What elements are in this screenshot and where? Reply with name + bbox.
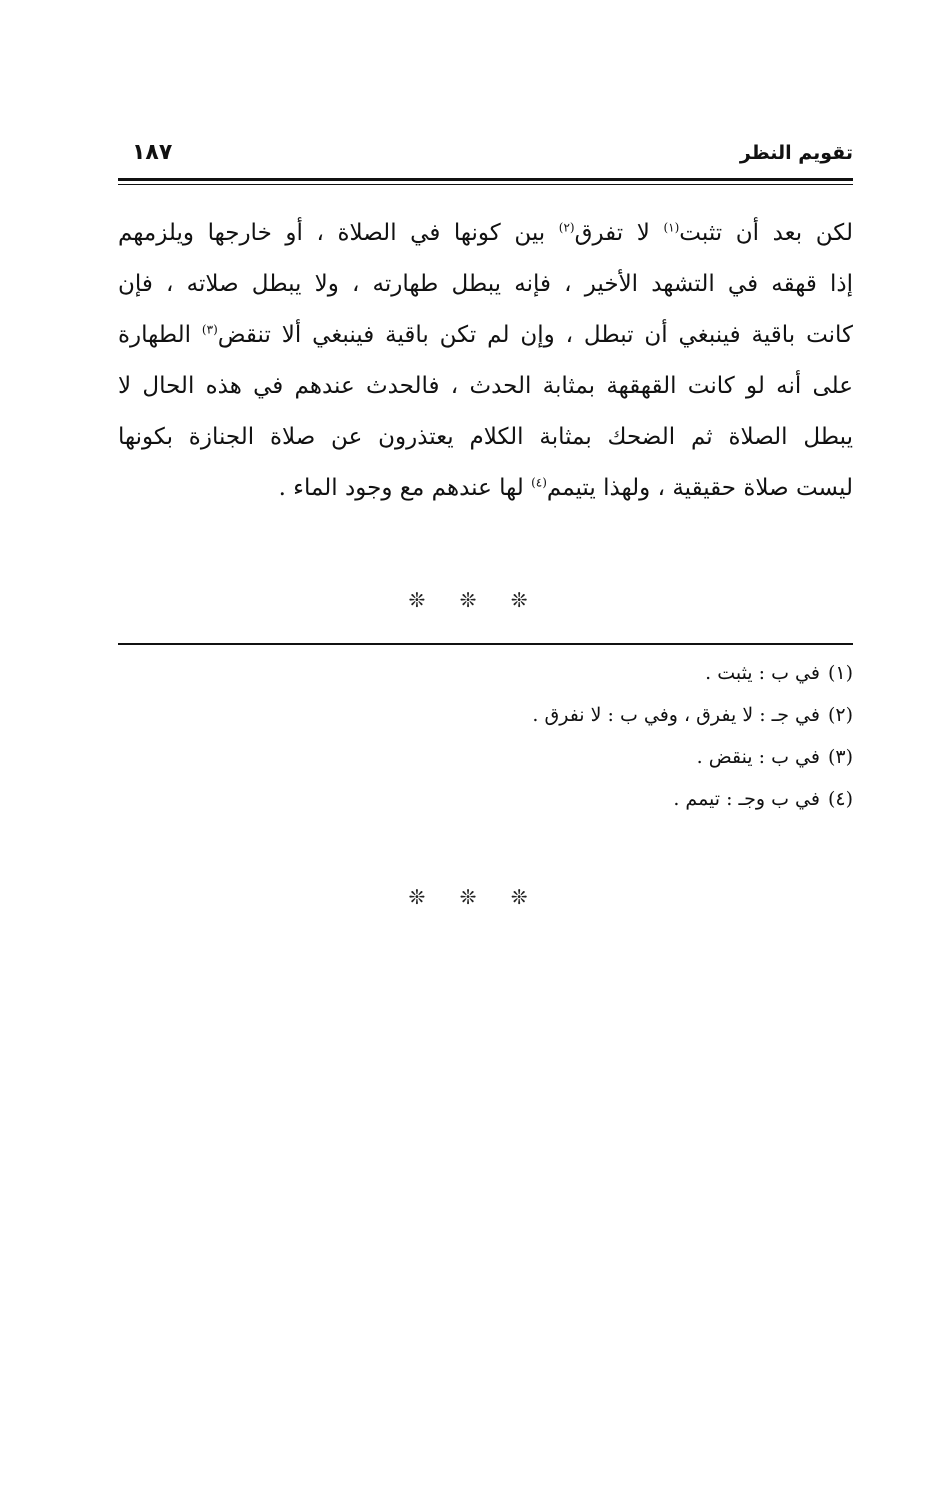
footnote-item: [118, 694, 853, 736]
footnote-item: [118, 778, 853, 820]
footnote-ref: (٢): [558, 220, 575, 235]
main-paragraph: [118, 208, 853, 514]
footnote-item: [118, 736, 853, 778]
footnote-number: (٣): [827, 746, 853, 768]
text-line: لكن بعد أن تثبت$^{(١)}$ لا تفرق$^{(٢)}$ بين كونها في الصلاة ، أو خارجها ويلزمهم: [118, 220, 853, 246]
footnote-number: (١): [827, 662, 853, 684]
page-number: ١٨٧: [132, 140, 173, 165]
section-separator-bottom: ❊ ❊ ❊: [408, 885, 542, 909]
footnote-text: في ب : ينقض .: [696, 746, 820, 768]
text-line: ليست صلاة حقيقية ، ولهذا يتيمم$^{(٤)}$ لها عندهم مع وجود الماء .: [278, 475, 853, 501]
running-head: [118, 138, 853, 172]
footnote-number: (٢): [827, 704, 853, 726]
footnote-number: (٤): [827, 788, 853, 810]
footnote-ref: (٤): [531, 475, 547, 490]
text-line: على أنه لو كانت القهقهة بمثابة الحدث ، فالحدث عندهم في هذه الحال لا: [118, 373, 853, 399]
footnotes-list: [118, 652, 853, 820]
header-double-rule: [118, 178, 853, 185]
footnote-ref: (٣): [201, 322, 218, 337]
text-line: إذا قهقه في التشهد الأخير ، فإنه يبطل طهارته ، ولا يبطل صلاته ، فإن: [118, 271, 853, 297]
section-separator-top: ❊ ❊ ❊: [408, 588, 542, 612]
text-line: يبطل الصلاة ثم الضحك بمثابة الكلام يعتذرون عن صلاة الجنازة بكونها: [118, 424, 853, 450]
footnote-text: في ب وجـ : تيمم .: [673, 788, 820, 810]
footnote-item: [118, 652, 853, 694]
footnote-text: في ب : يثبت .: [705, 662, 820, 684]
running-title: تقويم النظر: [739, 142, 853, 164]
footnote-text: في جـ : لا يفرق ، وفي ب : لا نفرق .: [532, 704, 820, 726]
footnote-ref: (١): [663, 220, 680, 235]
text-line: كانت باقية فينبغي أن تبطل ، وإن لم تكن باقية فينبغي ألا تنقض$^{(٣)}$ الطهارة: [118, 322, 854, 348]
footnote-rule: [118, 643, 853, 645]
